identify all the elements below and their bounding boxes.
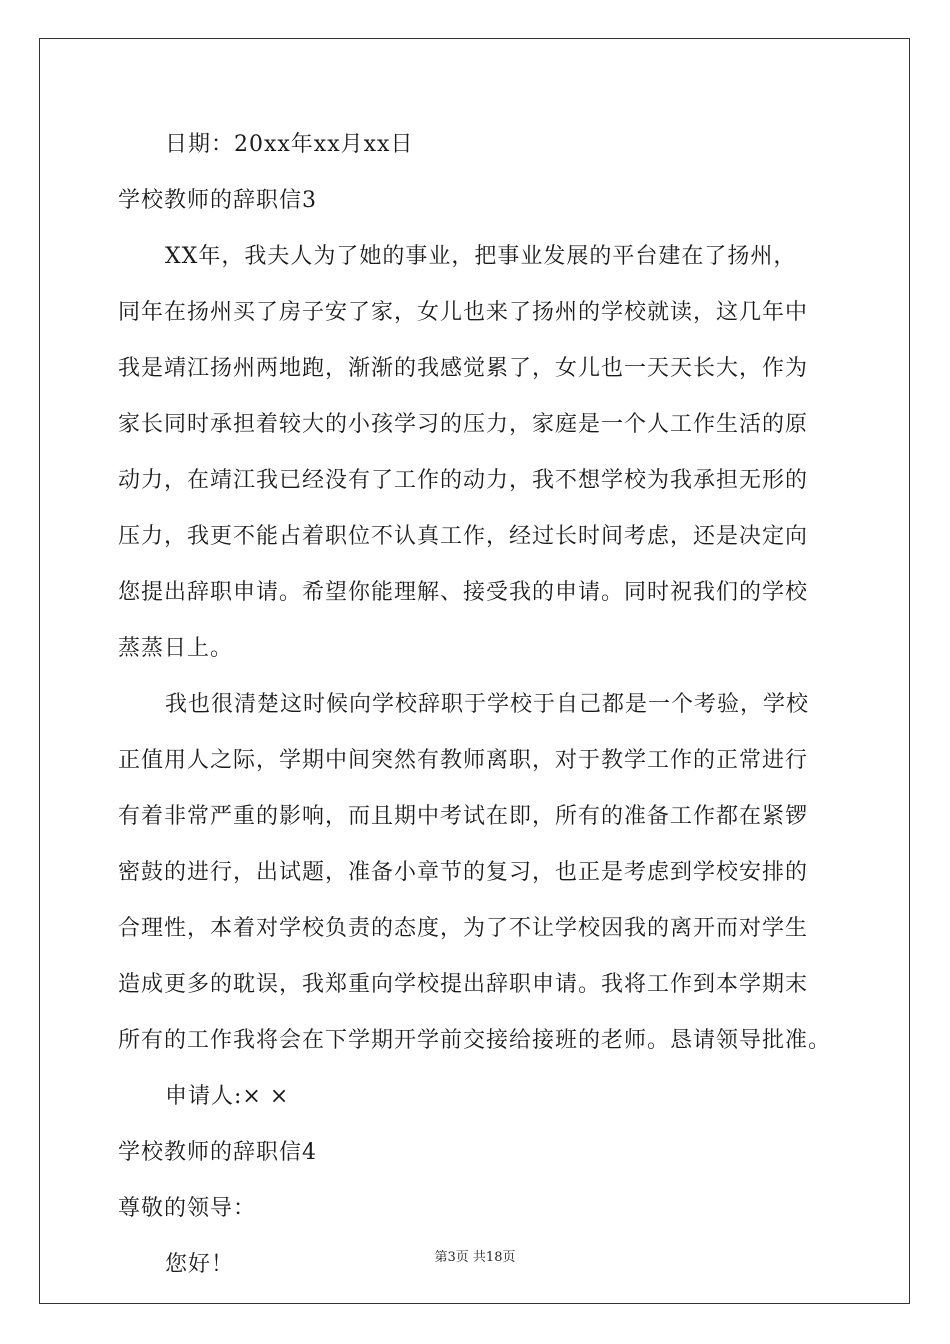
date-line: 日期：20xx年xx月xx日: [165, 132, 414, 157]
paragraph-line: 有着非常严重的影响，而且期中考试在即，所有的准备工作都在紧锣: [118, 804, 809, 829]
document-body: [118, 128, 838, 1304]
paragraph-line: 您提出辞职申请。希望你能理解、接受我的申请。同时祝我们的学校: [118, 580, 809, 605]
salutation: 尊敬的领导：: [118, 1196, 257, 1221]
greeting: 您好！: [165, 1252, 235, 1277]
paragraph-line: XX年，我夫人为了她的事业，把事业发展的平台建在了扬州，: [165, 244, 797, 269]
paragraph-line: 我是靖江扬州两地跑，渐渐的我感觉累了，女儿也一天天长大，作为: [118, 356, 809, 381]
paragraph-line: 蒸蒸日上。: [118, 636, 234, 661]
paragraph-1: [118, 240, 838, 666]
paragraph-2: [118, 688, 838, 1058]
paragraph-line: 同年在扬州买了房子安了家，女儿也来了扬州的学校就读，这几年中: [118, 300, 809, 325]
applicant-line: 申请人:× ×: [165, 1084, 290, 1109]
paragraph-line: 密鼓的进行，出试题，准备小章节的复习，也正是考虑到学校安排的: [118, 860, 809, 885]
paragraph-line: 正值用人之际，学期中间突然有教师离职，对于教学工作的正常进行: [118, 748, 809, 773]
section-title-3: 学校教师的辞职信3: [118, 188, 317, 213]
paragraph-line: 家长同时承担着较大的小孩学习的压力，家庭是一个人工作生活的原: [118, 412, 809, 437]
section-title-4: 学校教师的辞职信4: [118, 1140, 317, 1165]
paragraph-line: 合理性，本着对学校负责的态度，为了不让学校因我的离开而对学生: [118, 916, 809, 941]
paragraph-line: 造成更多的耽误，我郑重向学校提出辞职申请。我将工作到本学期末: [118, 972, 809, 997]
paragraph-line: 所有的工作我将会在下学期开学前交接给接班的老师。恳请领导批准。: [118, 1028, 832, 1053]
page-footer: 第3页 共18页: [434, 1250, 516, 1265]
paragraph-line: 我也很清楚这时候向学校辞职于学校于自己都是一个考验，学校: [165, 692, 810, 717]
paragraph-line: 压力，我更不能占着职位不认真工作，经过长时间考虑，还是决定向: [118, 524, 809, 549]
paragraph-line: 动力，在靖江我已经没有了工作的动力，我不想学校为我承担无形的: [118, 468, 809, 493]
